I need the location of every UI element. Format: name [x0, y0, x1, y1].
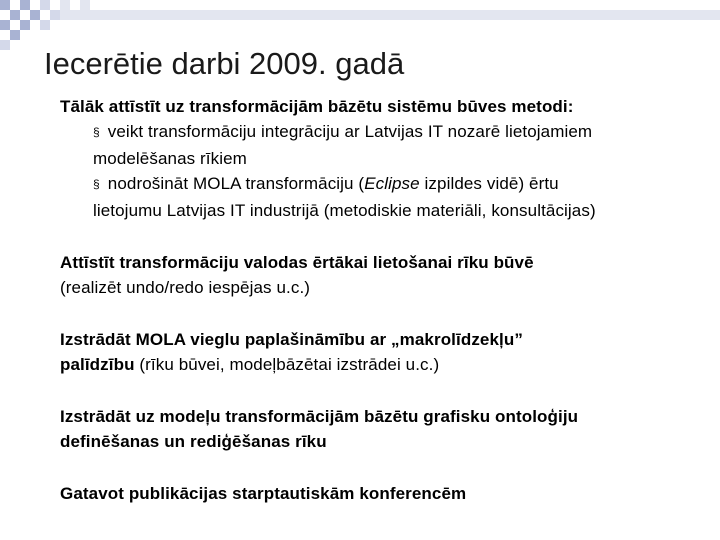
item-3-line2: [60, 352, 700, 377]
item-5-text: Gatavot publikācijas starptautiskām konferencēm: [60, 484, 467, 503]
item-4-text: Izstrādāt uz modeļu transformācijām bāzētu grafisku ontoloģiju: [60, 407, 579, 426]
sub-item-1: [60, 119, 700, 171]
sub-item-2-italic: Eclipse: [364, 174, 420, 193]
sub-item-1-text: veikt transformāciju integrāciju ar Latvijas IT nozarē lietojamiem: [107, 122, 593, 141]
sub-item-2-text-a: nodrošināt MOLA transformāciju (: [107, 174, 365, 193]
item-3: [60, 327, 700, 377]
item-1: [60, 94, 700, 223]
bullet-marker: §: [93, 177, 100, 191]
item-4: [60, 404, 700, 454]
slide-title: Iecerētie darbi 2009. gadā: [44, 46, 405, 81]
item-4-bold2: definēšanas un rediģēšanas rīku: [60, 432, 327, 451]
sub-item-2-cont: lietojumu Latvijas IT industrijā (metodiskie materiāli, konsultācijas): [93, 201, 596, 220]
item-1-text: Tālāk attīstīt uz transformācijām bāzētu sistēmu būves metodi:: [60, 97, 574, 116]
sub-item-1-cont: modelēšanas rīkiem: [93, 149, 247, 168]
item-3-plain: (rīku būvei, modeļbāzētai izstrādei u.c.): [134, 355, 440, 374]
sub-item-2: [60, 171, 700, 223]
slide-body: [60, 94, 700, 533]
sub-item-2-text-b: izpildes vidē) ērtu: [419, 174, 559, 193]
item-5: [60, 481, 700, 506]
item-3-bold2: palīdzību: [60, 355, 135, 374]
item-2: [60, 250, 700, 300]
item-2-text: Attīstīt transformāciju valodas ērtākai lietošanai rīku būvē: [60, 253, 534, 272]
item-3-text: Izstrādāt MOLA vieglu paplašināmību ar „makrolīdzekļu”: [60, 330, 523, 349]
item-2-plain: (realizēt undo/redo iespējas u.c.): [60, 278, 311, 297]
bullet-marker: §: [93, 125, 100, 139]
